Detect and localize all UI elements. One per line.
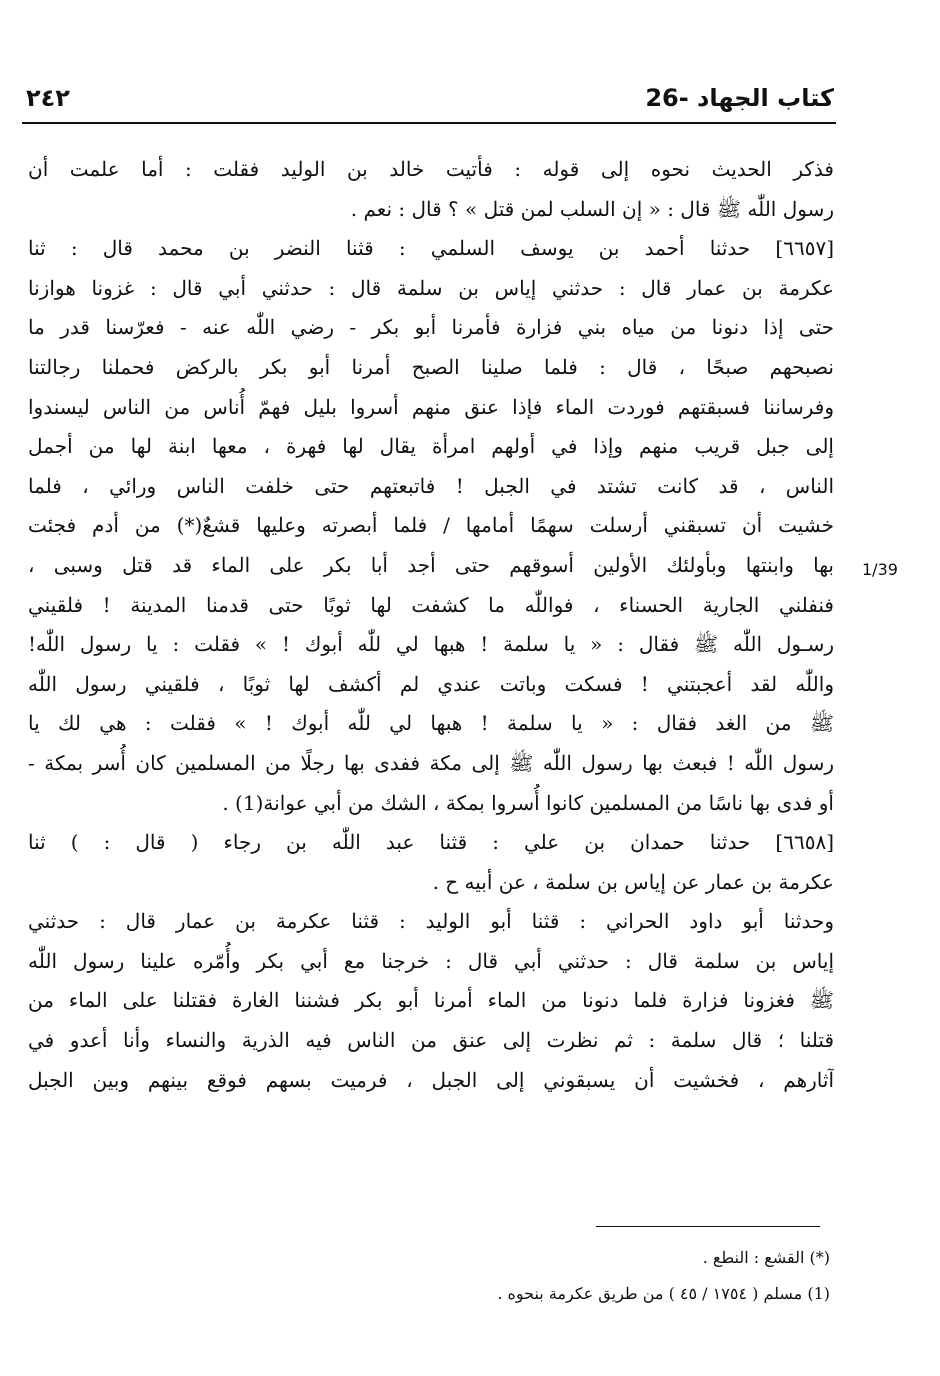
text-line: نصبحهم صبحًا ، قال : فلما صلينا الصبح أمرنا أبو بكر بالركض فحملنا رجالتنا [28, 354, 834, 379]
main-text [28, 150, 834, 1100]
text-line: الناس ، قد كانت تشتد في الجبل ! فاتبعتهم حتى خلفت الناس ورائي ، فلما [28, 473, 834, 498]
header-divider [22, 122, 836, 124]
text-line: [٦٦٥٧] حدثنا أحمد بن يوسف السلمي : قثنا النضر بن محمد قال : ثنا [28, 236, 834, 261]
margin-reference: 1/39 [862, 560, 898, 579]
text-line: إلى جبل قريب منهم وإذا في أولهم امرأة يقال لها فهرة ، معها ابنة لها من أجمل [28, 434, 834, 459]
text-line: واللّٰه لقد أعجبتني ! فسكت وباتت عندي لم أكشف لها ثوبًا ، فلقيني رسول اللّٰه [28, 671, 834, 696]
text-line: ﷺ من الغد فقال : « يا سلمة ! هبها لي للّٰه أبوك ! » فقلت : هي لك يا [28, 711, 834, 736]
footnote: (1) مسلم ( ١٧٥٤ / ٤٥ ) من طريق عكرمة بنحوه . [497, 1284, 830, 1303]
text-line: رسول اللّٰه ! فبعث بها رسول اللّٰه ﷺ إلى مكة ففدى بها رجلًا من المسلمين كان أُسر بمكة - [28, 750, 834, 775]
text-line: رسول اللّٰه ﷺ قال : « إن السلب لمن قتل » ؟ قال : نعم . [350, 196, 834, 221]
text-line: عكرمة بن عمار عن إياس بن سلمة ، عن أبيه ح . [432, 869, 834, 894]
text-line: بها وابنتها وبأولئك الأولين أسوقهم حتى أجد أبا بكر على الماء قد قتل وسبى ، [28, 552, 834, 577]
text-line: خشيت أن تسبقني أرسلت سهمًا أمامها / فلما أبصرته وعليها قشعٌ(*) من أدم فجئت [28, 513, 834, 538]
page-header [26, 78, 834, 118]
page-number: ٢٤٢ [26, 84, 70, 112]
text-line: آثارهم ، فخشيت أن يسبقوني إلى الجبل ، فرميت بسهم فوقع بينهم وبين الجبل [28, 1067, 834, 1092]
footnote: (*) القشع : النطع . [702, 1248, 830, 1267]
text-line: قتلنا ؛ قال سلمة : ثم نظرت إلى عنق من الناس فيه الذرية والنساء وأنا أعدو في [28, 1028, 834, 1053]
text-line: رسـول اللّٰه ﷺ فقال : « يا سلمة ! هبها لي للّٰه أبوك ! » فقلت : يا رسول اللّٰه! [28, 632, 834, 657]
text-line: إياس بن سلمة قال : حدثني أبي قال : خرجنا مع أبي بكر وأُمّره علينا رسول اللّٰه [28, 948, 834, 973]
text-line: وفرساننا فسبقتهم فوردت الماء فإذا عنق منهم أسروا بليل فهمّ أُناس من الناس ليسندوا [28, 394, 834, 419]
footnote-divider [596, 1226, 820, 1227]
text-line: وحدثنا أبو داود الحراني : قثنا أبو الوليد : قثنا عكرمة بن عمار قال : حدثني [28, 909, 834, 934]
text-line: ﷺ فغزونا فزارة فلما دنونا من الماء أمرنا أبو بكر فشننا الغارة فقتلنا على الماء من [28, 988, 834, 1013]
text-line: فذكر الحديث نحوه إلى قوله : فأتيت خالد بن الوليد فقلت : أما علمت أن [28, 157, 834, 181]
text-line: حتى إذا دنونا من مياه بني فزارة فأمرنا أبو بكر - رضي اللّٰه عنه - فعرّسنا قدر ما [28, 315, 834, 340]
text-line: [٦٦٥٨] حدثنا حمدان بن علي : قثنا عبد اللّٰه بن رجاء ( قال : ) ثنا [28, 830, 834, 855]
chapter-title: 26- كتاب الجهاد [645, 84, 834, 112]
footnotes [200, 1240, 830, 1312]
text-line: عكرمة بن عمار قال : حدثني إياس بن سلمة قال : حدثني أبي قال : غزونا هوازنا [28, 275, 834, 300]
text-line: أو فدى بها ناسًا من المسلمين كانوا أُسروا بمكة ، الشك من أبي عوانة(1) . [222, 790, 834, 815]
text-line: فنفلني الجارية الحسناء ، فواللّٰه ما كشفت لها ثوبًا حتى قدمنا المدينة ! فلقيني [28, 592, 834, 617]
